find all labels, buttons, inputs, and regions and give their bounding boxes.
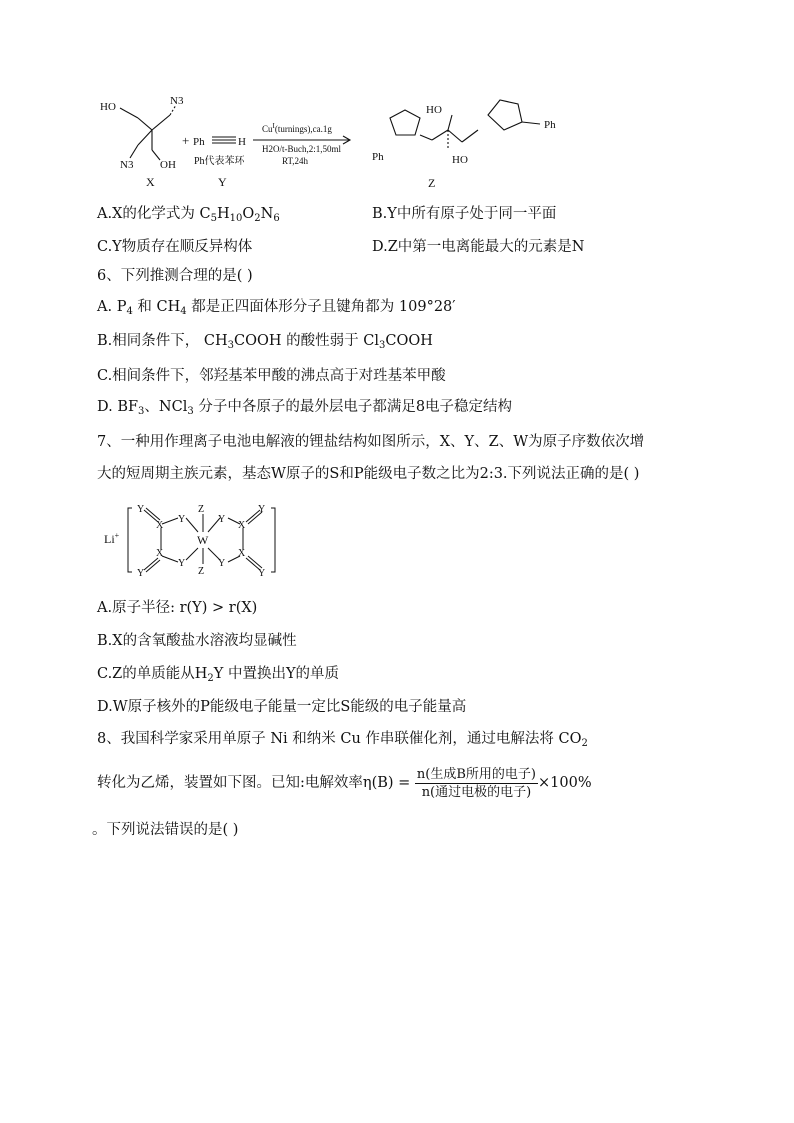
q7-option-d: D.W原子核外的P能级电子能量一定比S能级的电子能量高 (97, 699, 467, 715)
q5-option-b: B.Y中所有原子处于同一平面 (372, 206, 557, 222)
atom-w: W (197, 533, 209, 547)
condition-3: RT,24h (282, 156, 309, 166)
atom-y: Y (137, 504, 145, 515)
fraction-suffix: ×100% (538, 775, 592, 791)
q6-option-a: A. $P_4$ 和 $CH_4$ 都是正四面体形分子且键角都为 109°28′ (97, 299, 456, 317)
efficiency-fraction (415, 766, 538, 801)
alkyne-h: H (238, 136, 246, 148)
atom-x: X (156, 520, 164, 531)
q5-option-a: A.X的化学式为 $C_5H_{10}O_2N_6$ (97, 206, 280, 224)
reaction-scheme (0, 0, 794, 190)
atom-x: X (238, 520, 246, 531)
x-ho-top: HO (100, 101, 116, 113)
q7-option-a: A.原子半径: r(Y) > r(X) (97, 600, 258, 616)
q6-option-d: D. $BF_3$、NCl$_3$ 分子中各原子的最外层电子都满足8电子稳定结构 (97, 399, 513, 417)
compound-z-label: Z (428, 176, 436, 190)
atom-y: Y (178, 558, 186, 569)
alkyne-ph: Ph (193, 136, 205, 148)
condition-2: H2O/t-Buch,2:1,50ml (262, 144, 341, 154)
z-ph-left: Ph (372, 151, 384, 163)
z-oh: HO (452, 154, 468, 166)
q7-option-b: B.X的含氧酸盐水溶液均显碱性 (97, 633, 297, 649)
atom-y: Y (137, 568, 145, 579)
lithium-salt-structure (100, 500, 290, 580)
compound-x-label: X (146, 175, 155, 189)
atom-x: X (156, 548, 164, 559)
atom-z: Z (198, 504, 205, 515)
atom-y: Y (258, 504, 266, 515)
q7-option-c: C.Z的单质能从$H_2Y$ 中置换出Y的单质 (97, 666, 340, 684)
q5-option-d: D.Z中第一电离能最大的元素是N (372, 239, 585, 255)
x-n3-bottom: N3 (120, 159, 134, 171)
q8-stem-line1: 8、我国科学家采用单原子 Ni 和纳米 Cu 作串联催化剂，通过电解法将 $CO_2$ (97, 731, 588, 749)
q8-efficiency-prefix: 转化为乙烯，装置如下图。已知:电解效率η(B) = (97, 775, 411, 791)
atom-y: Y (258, 568, 266, 579)
atom-y: Y (178, 514, 186, 525)
q6-stem: 6、下列推测合理的是( ) (97, 268, 253, 284)
plus-sign: + (182, 133, 190, 148)
q5-option-c: C.Y物质存在顺反异构体 (97, 239, 253, 255)
q8-stem-line2 (97, 765, 592, 801)
y-note: Ph代表苯环 (194, 156, 245, 167)
q7-stem-line2: 大的短周期主族元素，基态W原子的S和P能级电子数之比为2:3.下列说法正确的是( ) (97, 466, 640, 482)
atom-y: Y (218, 558, 226, 569)
compound-y-label: Y (218, 175, 227, 189)
atom-z: Z (198, 566, 205, 577)
q6-option-b: B.相同条件下， $CH_3COOH$ 的酸性弱于 $Cl_3COOH$ (97, 333, 433, 351)
fraction-numerator: n(生成B所用的电子) (416, 766, 536, 782)
x-n3-top: N3 (170, 95, 184, 107)
z-ph-right: Ph (544, 119, 556, 131)
li-symbol: Li+ (104, 531, 120, 546)
x-oh-bottom: OH (160, 159, 176, 171)
fraction-denominator: n(通过电极的电子) (421, 784, 532, 800)
condition-1: $Cu^I(turnings),ca.1g$ (262, 122, 332, 134)
q7-stem-line1: 7、一种用作理离子电池电解液的锂盐结构如图所示，X、Y、Z、W为原子序数依次增 (97, 434, 645, 450)
atom-x: X (238, 548, 246, 559)
q8-stem-line3: 。下列说法错误的是( ) (92, 822, 239, 838)
q6-option-c: C.相间条件下，邻羟基苯甲酸的沸点高于对珄基苯甲酸 (97, 368, 446, 384)
z-ho: HO (426, 104, 442, 116)
atom-y: Y (218, 514, 226, 525)
